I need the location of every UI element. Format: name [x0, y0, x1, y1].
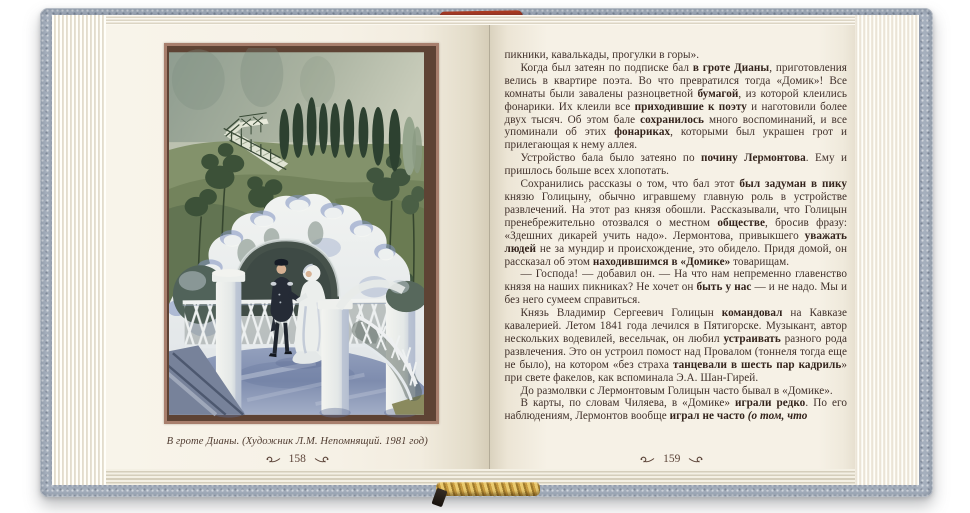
fore-edge-left [52, 15, 106, 485]
gutter-line [489, 25, 490, 469]
left-page-number-row [106, 453, 489, 465]
fore-edge-right [855, 15, 919, 485]
paragraph: В карты, по словам Чиляева, в «Домике» играли редко. По его наблюдениям, Лермонтов вообще играл не часто (о том, что [504, 397, 847, 423]
left-page-number: 158 [288, 453, 306, 465]
right-page-number: 159 [663, 453, 681, 465]
page-ornament-right-icon [313, 455, 331, 464]
grotto-of-diana-illustration [169, 48, 424, 419]
right-page [489, 25, 855, 469]
open-book [40, 8, 933, 497]
illustration-caption: В гроте Дианы. (Художник Л.М. Непомнящий. 1981 год) [166, 436, 428, 447]
open-spread [106, 25, 855, 469]
page-stack-top [106, 15, 855, 25]
page-edges [52, 15, 919, 485]
paragraph: — Господа! — добавил он. — На что нам непременно главенство князя на наших пикниках? Не хочет он быть у нас — и не надо. Мы и без него сумеем справиться. [504, 268, 848, 307]
paragraph: До размолвки с Лермонтовым Голицын часто бывал в «Домике». [520, 384, 833, 397]
page-ornament-right-icon [687, 455, 705, 464]
right-page-number-row [489, 453, 855, 465]
page-ornament-left-icon [638, 455, 656, 464]
illustration-frame [164, 43, 439, 424]
paragraph: Устройство бала было затеяно по почину Лермонтова. Ему и пришлось больше всех хлопотать. [504, 152, 847, 178]
paragraph: Князь Владимир Сергеевич Голицын командовал на Кавказе кавалерией. Летом 1841 года лечился в Пятигорске. Музыкант, автор нескольких водевилей, весельчак, он любил устраивать разного рода развлечения. Это он устроил помост над Провалом (тоннеля тогда еще не было), на котором «без страха танцевали в шесть пар кадриль» при свете факелов, как вспоминала Э.А. Шан-Гирей. [504, 307, 848, 384]
bookmark-ribbon-tail-icon [431, 488, 447, 508]
page-ornament-left-icon [264, 455, 282, 464]
paragraph: пикники, кавалькады, прогулки в горы». [504, 49, 700, 61]
endband-gold-icon [436, 482, 540, 496]
paragraph: Когда был затеян по подписке бал в гроте Дианы, приготовления велись в квартире поэта. Во что превратился тогда «Домик»! Все комнаты были завалены разноцветной бумагой, из которой клеились фонарики. Их клеили все приходившие к поэту и наготовили более двух тысяч. Об этом бале сохранилось много воспоминаний, и все упоминали об этих фонариках, которыми был украшен грот и прилегающая к нему аллея. [504, 61, 848, 152]
left-page [106, 25, 489, 469]
paragraph: Сохранились рассказы о том, что бал этот был задуман в пику князю Голицыну, обычно игравшему главную роль в устройстве развлечений. На этот раз князя обошли. Рассказывали, что Голицын пренебрежительно отозвался о местном обществе, бросив фразу: «Здешних дикарей учить надо». Лермонтова, привыкшего уважать людей не за мундир и происхождение, это обидело. Придя домой, он рассказал об этом находившимся в «Домике» товарищам. [504, 178, 847, 268]
page-text [489, 25, 855, 423]
